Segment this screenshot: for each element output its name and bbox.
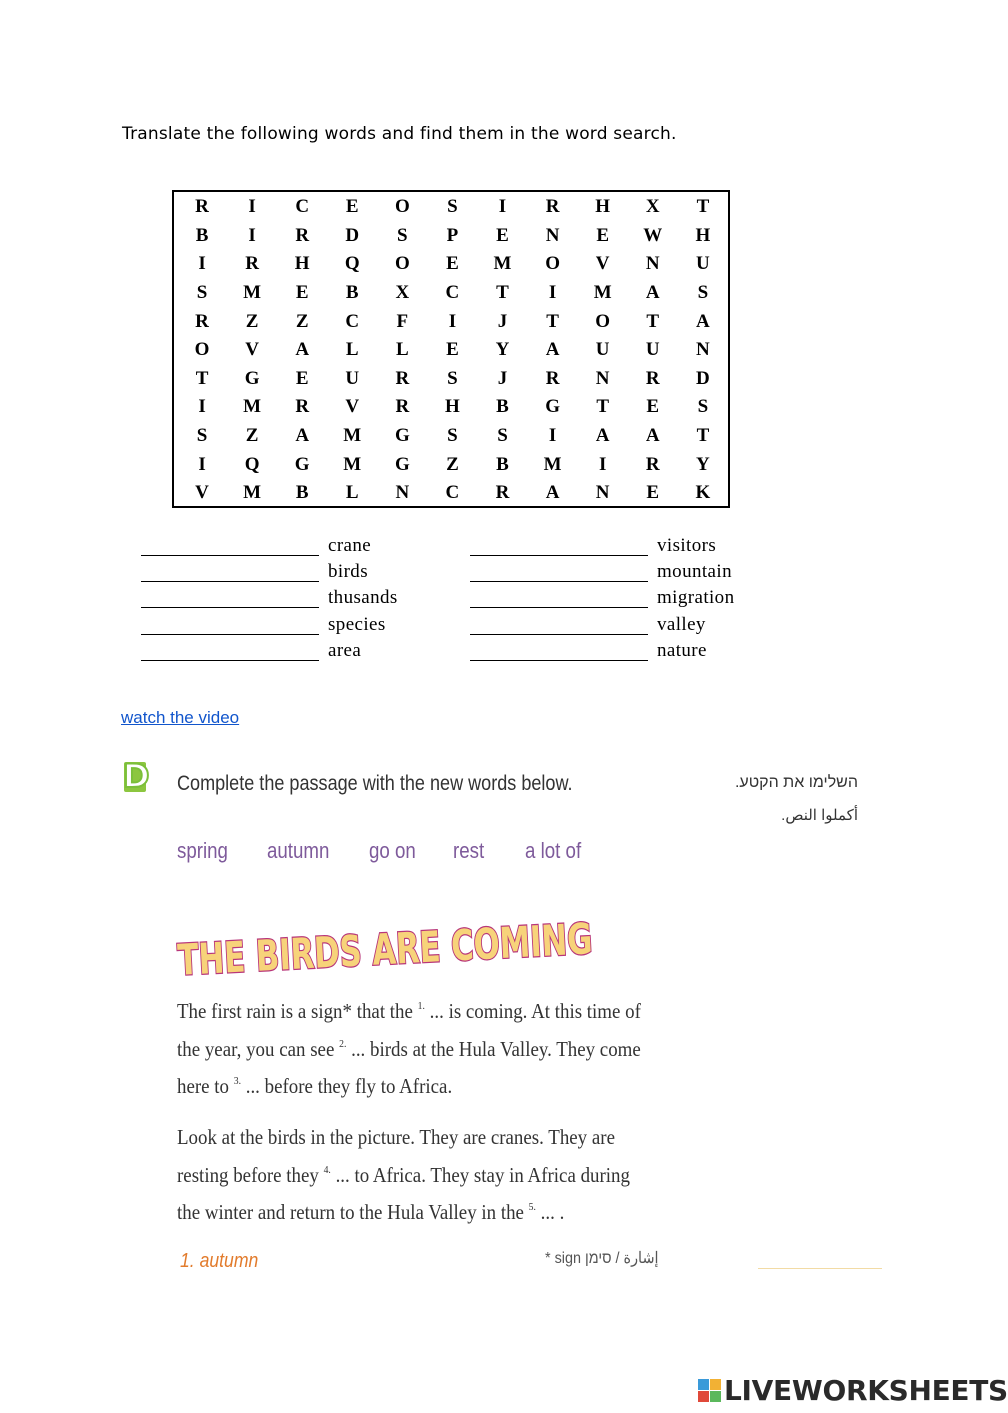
grid-letter[interactable]: I	[248, 224, 256, 246]
grid-letter[interactable]: I	[248, 196, 256, 218]
grid-letter[interactable]: U	[645, 339, 660, 361]
word-bank-item: autumn	[267, 838, 330, 863]
passage-text: The first rain is a sign* that the	[177, 999, 418, 1023]
grid-letter[interactable]: Y	[696, 453, 710, 475]
grid-letter[interactable]: E	[295, 282, 309, 304]
grid-letter[interactable]: O	[194, 339, 210, 361]
grid-letter[interactable]: Z	[245, 425, 259, 447]
grid-letter[interactable]: L	[345, 339, 359, 361]
english-word: species	[328, 613, 386, 635]
grid-letter[interactable]: N	[595, 482, 610, 504]
grid-letter[interactable]: S	[196, 282, 208, 304]
passage-line	[177, 992, 641, 1030]
grid-letter[interactable]: S	[397, 224, 408, 246]
grid-letter[interactable]: J	[497, 310, 508, 332]
grid-letter[interactable]: E	[295, 367, 309, 389]
grid-row	[177, 279, 728, 308]
grid-letter[interactable]: R	[195, 196, 209, 218]
grid-letter[interactable]: I	[548, 282, 557, 304]
grid-letter[interactable]: G	[244, 367, 260, 389]
grid-row	[177, 365, 728, 394]
english-word: migration	[657, 587, 735, 609]
grid-letter[interactable]: I	[498, 196, 507, 218]
grid-letter[interactable]: O	[545, 253, 560, 275]
grid-letter[interactable]: W	[643, 224, 663, 246]
grid-letter[interactable]: C	[295, 196, 310, 218]
hebrew-instruction: השלימו את הקטע.	[734, 774, 858, 791]
logo-text: LIVEWORKSHEETS	[724, 1374, 1008, 1407]
passage-line	[177, 1030, 641, 1068]
blank-number: 3.	[233, 1075, 241, 1087]
grid-letter[interactable]: I	[198, 253, 206, 275]
grid-letter[interactable]: M	[543, 453, 562, 475]
grid-letter[interactable]: H	[595, 196, 611, 218]
grid-letter[interactable]: M	[243, 482, 262, 504]
passage-text: resting before they	[177, 1162, 324, 1187]
grid-letter[interactable]: M	[243, 282, 262, 304]
grid-letter[interactable]: U	[595, 339, 610, 361]
passage-line	[177, 1067, 452, 1105]
grid-letter[interactable]: V	[245, 339, 259, 361]
grid-letter[interactable]: R	[295, 224, 310, 246]
word-bank-item: rest	[453, 838, 485, 863]
passage-line	[177, 1193, 564, 1231]
grid-letter[interactable]: Z	[446, 453, 459, 475]
grid-letter[interactable]: Z	[295, 310, 309, 332]
passage-text: ... is coming. At this time of	[424, 999, 641, 1023]
passage-text: ... before they fly to Africa.	[240, 1074, 453, 1098]
translation-blank[interactable]	[470, 660, 648, 661]
grid-row	[177, 250, 728, 279]
grid-letter[interactable]: V	[195, 482, 209, 504]
grid-letter[interactable]: Q	[244, 453, 260, 475]
grid-letter[interactable]: R	[245, 253, 259, 275]
grid-letter[interactable]: M	[343, 453, 362, 475]
grid-letter[interactable]: K	[695, 482, 711, 504]
english-word: crane	[328, 535, 372, 556]
grid-letter[interactable]: E	[596, 224, 610, 246]
grid-row	[177, 450, 728, 479]
grid-letter[interactable]: M	[243, 396, 262, 418]
grid-letter[interactable]: X	[395, 282, 410, 304]
grid-letter[interactable]: R	[395, 367, 410, 389]
grid-letter[interactable]: R	[645, 367, 660, 389]
grid-letter[interactable]: R	[545, 367, 560, 389]
english-word: birds	[328, 561, 368, 583]
grid-letter[interactable]: S	[196, 425, 208, 447]
grid-letter[interactable]: U	[696, 253, 710, 275]
grid-row	[177, 393, 728, 422]
english-word: visitors	[657, 535, 717, 556]
grid-letter[interactable]: G	[394, 453, 410, 475]
passage-text: here to	[177, 1074, 234, 1098]
grid-letter[interactable]: U	[345, 367, 360, 389]
example-answer: 1. autumn	[180, 1250, 259, 1272]
grid-letter[interactable]: F	[396, 310, 409, 332]
grid-letter[interactable]: I	[548, 425, 557, 447]
english-word: area	[328, 639, 362, 661]
grid-letter[interactable]: A	[545, 339, 560, 361]
grid-letter[interactable]: T	[696, 425, 710, 447]
grid-row	[177, 422, 728, 451]
grid-letter[interactable]: G	[294, 453, 310, 475]
grid-letter[interactable]: S	[697, 282, 709, 304]
watch-video-link[interactable]: watch the video	[121, 708, 240, 727]
grid-letter[interactable]: N	[595, 367, 610, 389]
passage-text: Look at the birds in the picture. They are cranes. They are	[177, 1125, 615, 1149]
grid-letter[interactable]: H	[445, 396, 460, 418]
passage-text: ... birds at the Hula Valley. They come	[346, 1036, 641, 1061]
translation-blank[interactable]	[141, 555, 319, 556]
grid-letter[interactable]: R	[195, 310, 209, 332]
grid-letter[interactable]: E	[646, 482, 660, 504]
grid-letter[interactable]: Q	[344, 253, 360, 275]
grid-letter[interactable]: T	[496, 282, 509, 304]
blank-number: 2.	[339, 1037, 347, 1050]
grid-letter[interactable]: M	[493, 253, 512, 275]
grid-letter[interactable]: V	[345, 396, 360, 418]
grid-row	[177, 479, 728, 508]
sign-gloss: * sign إشارة / סימן	[545, 1250, 659, 1267]
grid-letter[interactable]: T	[696, 196, 710, 218]
grid-letter[interactable]: T	[596, 396, 610, 418]
story-title-text: THE BIRDS ARE COMING	[176, 909, 693, 986]
passage-text: the winter and return to the Hula Valley in the	[177, 1200, 529, 1224]
grid-letter[interactable]: S	[697, 396, 709, 418]
grid-letter[interactable]: I	[198, 396, 206, 418]
translation-blank[interactable]	[141, 581, 319, 582]
grid-row	[177, 193, 728, 222]
grid-letter[interactable]: S	[447, 367, 458, 389]
english-word: thusands	[328, 587, 398, 609]
grid-letter[interactable]: A	[295, 425, 310, 447]
grid-letter[interactable]: Y	[495, 339, 510, 361]
grid-letter[interactable]: O	[394, 253, 410, 275]
grid-letter[interactable]: V	[595, 253, 610, 275]
grid-letter[interactable]: H	[294, 253, 310, 275]
passage-line	[177, 1118, 615, 1156]
grid-letter[interactable]: S	[447, 425, 458, 447]
translation-blank[interactable]	[470, 581, 648, 582]
logo-icon	[698, 1379, 722, 1403]
grid-letter[interactable]: I	[198, 453, 206, 475]
english-word: nature	[657, 639, 707, 661]
english-word: mountain	[657, 561, 732, 583]
grid-letter[interactable]: R	[295, 396, 310, 418]
grid-row	[177, 307, 728, 336]
passage-text: ... to Africa. They stay in Africa during	[330, 1162, 630, 1187]
passage-text: the year, you can see	[177, 1036, 340, 1061]
grid-letter[interactable]: O	[595, 310, 611, 332]
story-title	[173, 890, 693, 986]
word-bank-item: go on	[369, 838, 416, 863]
passage-line	[177, 1156, 630, 1194]
grid-letter[interactable]: S	[447, 196, 458, 218]
grid-row	[177, 336, 728, 365]
grid-letter[interactable]: I	[448, 310, 457, 332]
blank-number: 4.	[323, 1163, 331, 1176]
grid-letter[interactable]: B	[496, 453, 509, 475]
grid-letter[interactable]: R	[495, 482, 510, 504]
grid-letter[interactable]: L	[396, 339, 409, 361]
grid-letter[interactable]: A	[645, 425, 660, 447]
grid-letter[interactable]: A	[645, 282, 660, 304]
grid-letter[interactable]: T	[195, 367, 209, 389]
english-word: valley	[657, 613, 706, 635]
grid-letter[interactable]: I	[598, 453, 607, 475]
grid-letter[interactable]: G	[394, 425, 410, 447]
grid-letter[interactable]: N	[395, 482, 410, 504]
grid-letter[interactable]: R	[395, 396, 410, 418]
grid-letter[interactable]: H	[695, 224, 711, 246]
grid-letter[interactable]: S	[497, 425, 508, 447]
grid-letter[interactable]: Z	[245, 310, 259, 332]
grid-letter[interactable]: T	[546, 310, 559, 332]
arabic-instruction: أكملوا النص.	[781, 807, 858, 824]
grid-letter[interactable]: B	[295, 482, 309, 504]
answer-input-line[interactable]	[758, 1268, 882, 1269]
grid-letter[interactable]: E	[446, 253, 459, 275]
word-search-table	[177, 193, 728, 508]
grid-letter[interactable]: N	[696, 339, 710, 361]
grid-letter[interactable]: J	[497, 367, 508, 389]
grid-letter[interactable]: G	[545, 396, 560, 418]
grid-letter[interactable]: D	[345, 224, 360, 246]
grid-letter[interactable]: E	[345, 196, 359, 218]
grid-letter[interactable]: R	[645, 453, 660, 475]
grid-letter[interactable]: E	[446, 339, 459, 361]
grid-letter[interactable]: A	[595, 425, 610, 447]
grid-letter[interactable]: B	[345, 282, 359, 304]
grid-row	[177, 222, 728, 251]
grid-letter[interactable]: E	[646, 396, 660, 418]
grid-letter[interactable]: P	[446, 224, 459, 246]
passage-instruction: Complete the passage with the new words below.	[177, 772, 573, 795]
grid-letter[interactable]: C	[445, 282, 460, 304]
translation-blank[interactable]	[141, 634, 319, 635]
passage-text: ... .	[535, 1200, 565, 1224]
grid-letter[interactable]: X	[645, 196, 660, 218]
grid-letter[interactable]: N	[645, 253, 660, 275]
grid-letter[interactable]: B	[496, 396, 509, 418]
grid-letter[interactable]: L	[345, 482, 359, 504]
grid-letter[interactable]: A	[545, 482, 560, 504]
grid-letter[interactable]: C	[445, 482, 460, 504]
word-bank-item: spring	[177, 838, 228, 863]
grid-letter[interactable]: T	[646, 310, 660, 332]
instruction-text: Translate the following words and find them in the word search.	[122, 124, 677, 144]
section-letter: D	[123, 757, 150, 795]
translation-blank[interactable]	[141, 607, 319, 608]
grid-letter[interactable]: O	[394, 196, 410, 218]
grid-letter[interactable]: N	[545, 224, 560, 246]
blank-number: 1.	[417, 1000, 425, 1012]
grid-letter[interactable]: M	[593, 282, 612, 304]
word-bank-item: a lot of	[525, 838, 582, 863]
translation-blank[interactable]	[141, 660, 319, 661]
translation-blank[interactable]	[470, 607, 648, 608]
grid-letter[interactable]: R	[545, 196, 560, 218]
grid-letter[interactable]: M	[343, 425, 362, 447]
grid-letter[interactable]: B	[195, 224, 209, 246]
grid-letter[interactable]: C	[345, 310, 360, 332]
translation-blank[interactable]	[470, 555, 648, 556]
word-search-grid	[172, 190, 730, 508]
grid-letter[interactable]: D	[696, 367, 710, 389]
grid-letter[interactable]: A	[295, 339, 310, 361]
grid-letter[interactable]: A	[696, 310, 710, 332]
blank-number: 5.	[528, 1201, 536, 1213]
grid-letter[interactable]: E	[496, 224, 509, 246]
translation-blank[interactable]	[470, 634, 648, 635]
